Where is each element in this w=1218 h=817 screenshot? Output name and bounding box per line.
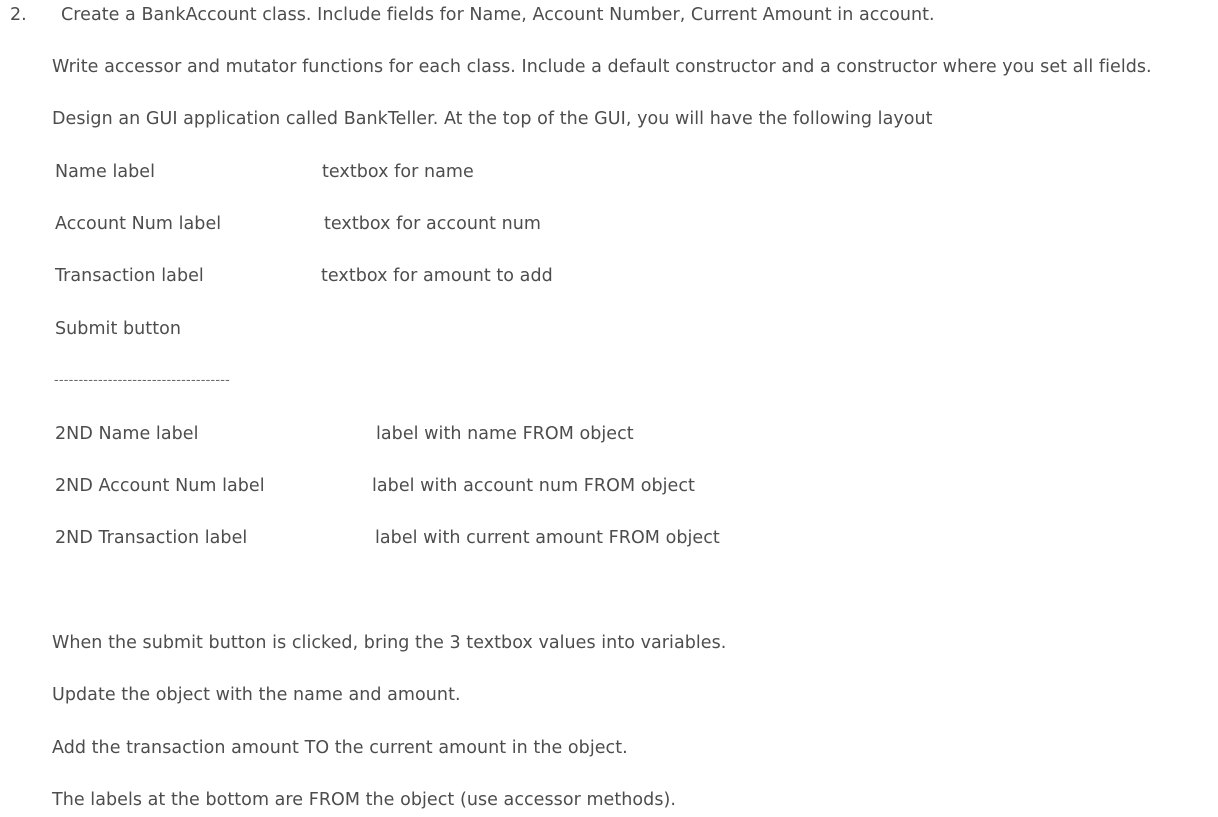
layout-top-control-transaction: textbox for amount to add xyxy=(321,266,553,286)
layout-submit-text: Submit button xyxy=(55,319,182,339)
layout-bottom-label-transaction: 2ND Transaction label xyxy=(55,528,248,548)
layout-top-label-account: Account Num label xyxy=(55,214,222,234)
layout-bottom-label-name: 2ND Name label xyxy=(55,424,199,444)
gui-design-text: Design an GUI application called BankTeller. At the top of the GUI, you will have the following layout xyxy=(52,109,933,129)
layout-bottom-control-name: label with name FROM object xyxy=(376,424,634,444)
layout-top-label-transaction: Transaction label xyxy=(55,266,204,286)
instruction-submit-click: When the submit button is clicked, bring the 3 textbox values into variables. xyxy=(52,633,727,653)
layout-bottom-control-account: label with account num FROM object xyxy=(372,476,695,496)
instruction-update-object: Update the object with the name and amount. xyxy=(52,685,461,705)
task-intro-text: Create a BankAccount class. Include fields for Name, Account Number, Current Amount in account. xyxy=(61,5,935,25)
separator-line: ------------------------------------ xyxy=(54,373,231,388)
instruction-bottom-labels: The labels at the bottom are FROM the object (use accessor methods). xyxy=(52,790,676,810)
layout-top-control-name: textbox for name xyxy=(322,162,474,182)
list-number: 2. xyxy=(10,5,27,25)
layout-top-control-account: textbox for account num xyxy=(324,214,542,234)
layout-bottom-label-account: 2ND Account Num label xyxy=(55,476,265,496)
accessor-instruction-text: Write accessor and mutator functions for each class. Include a default constructor and a constructor where you set all fields. xyxy=(52,57,1152,77)
layout-bottom-control-transaction: label with current amount FROM object xyxy=(375,528,720,548)
instruction-add-amount: Add the transaction amount TO the current amount in the object. xyxy=(52,738,628,758)
layout-top-label-name: Name label xyxy=(55,162,156,182)
